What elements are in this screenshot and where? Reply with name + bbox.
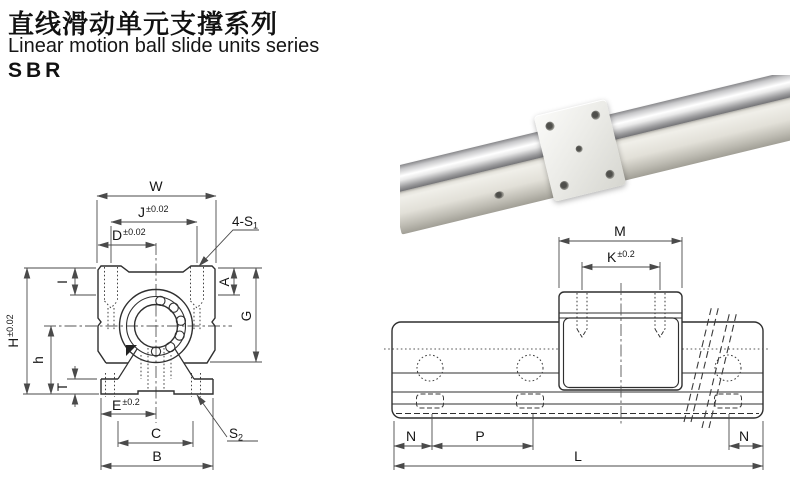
dim-label-K: $K^{\pm 0.2}$ <box>607 249 635 265</box>
dim-label-D: $D^{\pm 0.02}$ <box>112 227 146 243</box>
dim-label-h: h <box>31 356 46 364</box>
centerlines <box>44 243 232 423</box>
dim-label-H: $H^{\pm 0.02}$ <box>5 314 21 348</box>
dim-label-E: $E^{\pm 0.2}$ <box>112 397 140 413</box>
housing-outline <box>98 266 215 394</box>
dim-label-I: I <box>55 280 70 284</box>
page-title-chinese: 直线滑动单元支撑系列 <box>8 10 279 40</box>
page-title-english: Linear motion ball slide units series <box>8 35 320 57</box>
dim-label-J: $J^{\pm 0.02}$ <box>138 204 169 220</box>
dim-label-W: W <box>149 178 163 194</box>
dim-label-L: L <box>574 448 582 464</box>
dim-label-M: M <box>614 223 626 239</box>
dim-label-P: P <box>475 428 485 444</box>
dim-label-C: C <box>150 425 162 441</box>
dim-label-G: G <box>239 310 254 322</box>
dim-label-T: T <box>55 382 70 392</box>
dim-label-N-left: N <box>405 428 417 444</box>
front-view-labels <box>5 178 258 464</box>
break-lines <box>684 305 737 428</box>
front-view-dimensions <box>23 196 262 470</box>
front-view <box>5 178 262 470</box>
model-code: SBR <box>8 59 65 82</box>
dim-label-S2: S2 <box>229 426 244 443</box>
dim-label-N-right: N <box>738 428 750 444</box>
dim-label-S1: 4-S1 <box>232 214 259 231</box>
top-view <box>384 223 770 470</box>
dim-label-B: B <box>152 448 162 464</box>
dim-label-A: A <box>217 277 232 287</box>
